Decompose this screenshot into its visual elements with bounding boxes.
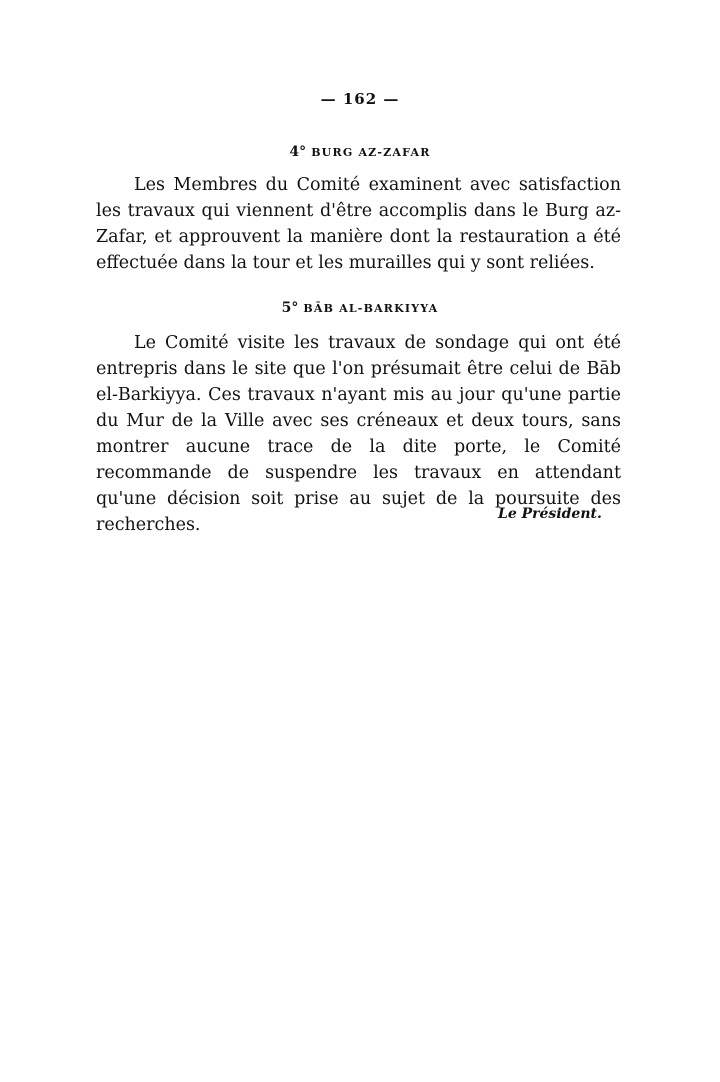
section-heading-bab-al-barkiyya [0,300,720,316]
section-paragraph-bab-al-barkiyya: Le Comité visite les travaux de sondage qui ont été entrepris dans le site que l'on présumait être celui de Bāb el-Barkiyya. Ces travaux n'ayant mis au jour qu'une partie du Mur de la Ville avec ses créneaux et deux tours, sans montrer aucune trace de la dite porte, le Comité recommande de suspendre les travaux en attendant qu'une décision soit prise au sujet de la poursuite des recherches. [96,333,621,535]
section-number: 5° [281,300,299,316]
section-title: BURG AZ-ZAFAR [311,146,431,159]
section-heading-burg-az-zafar [0,144,720,160]
section-title: BĀB AL-BARKIYYA [303,302,439,315]
page-number: — 162 — [320,90,400,108]
section-paragraph-burg-az-zafar: Les Membres du Comité examinent avec satisfaction les travaux qui viennent d'être accomplis dans le Burg az-Zafar, et approuvent la manière dont la restauration a été effectuée dans la tour et les murailles qui y sont reliées. [96,175,621,273]
section-number: 4° [289,144,307,160]
signature: Le Président. [498,506,602,522]
